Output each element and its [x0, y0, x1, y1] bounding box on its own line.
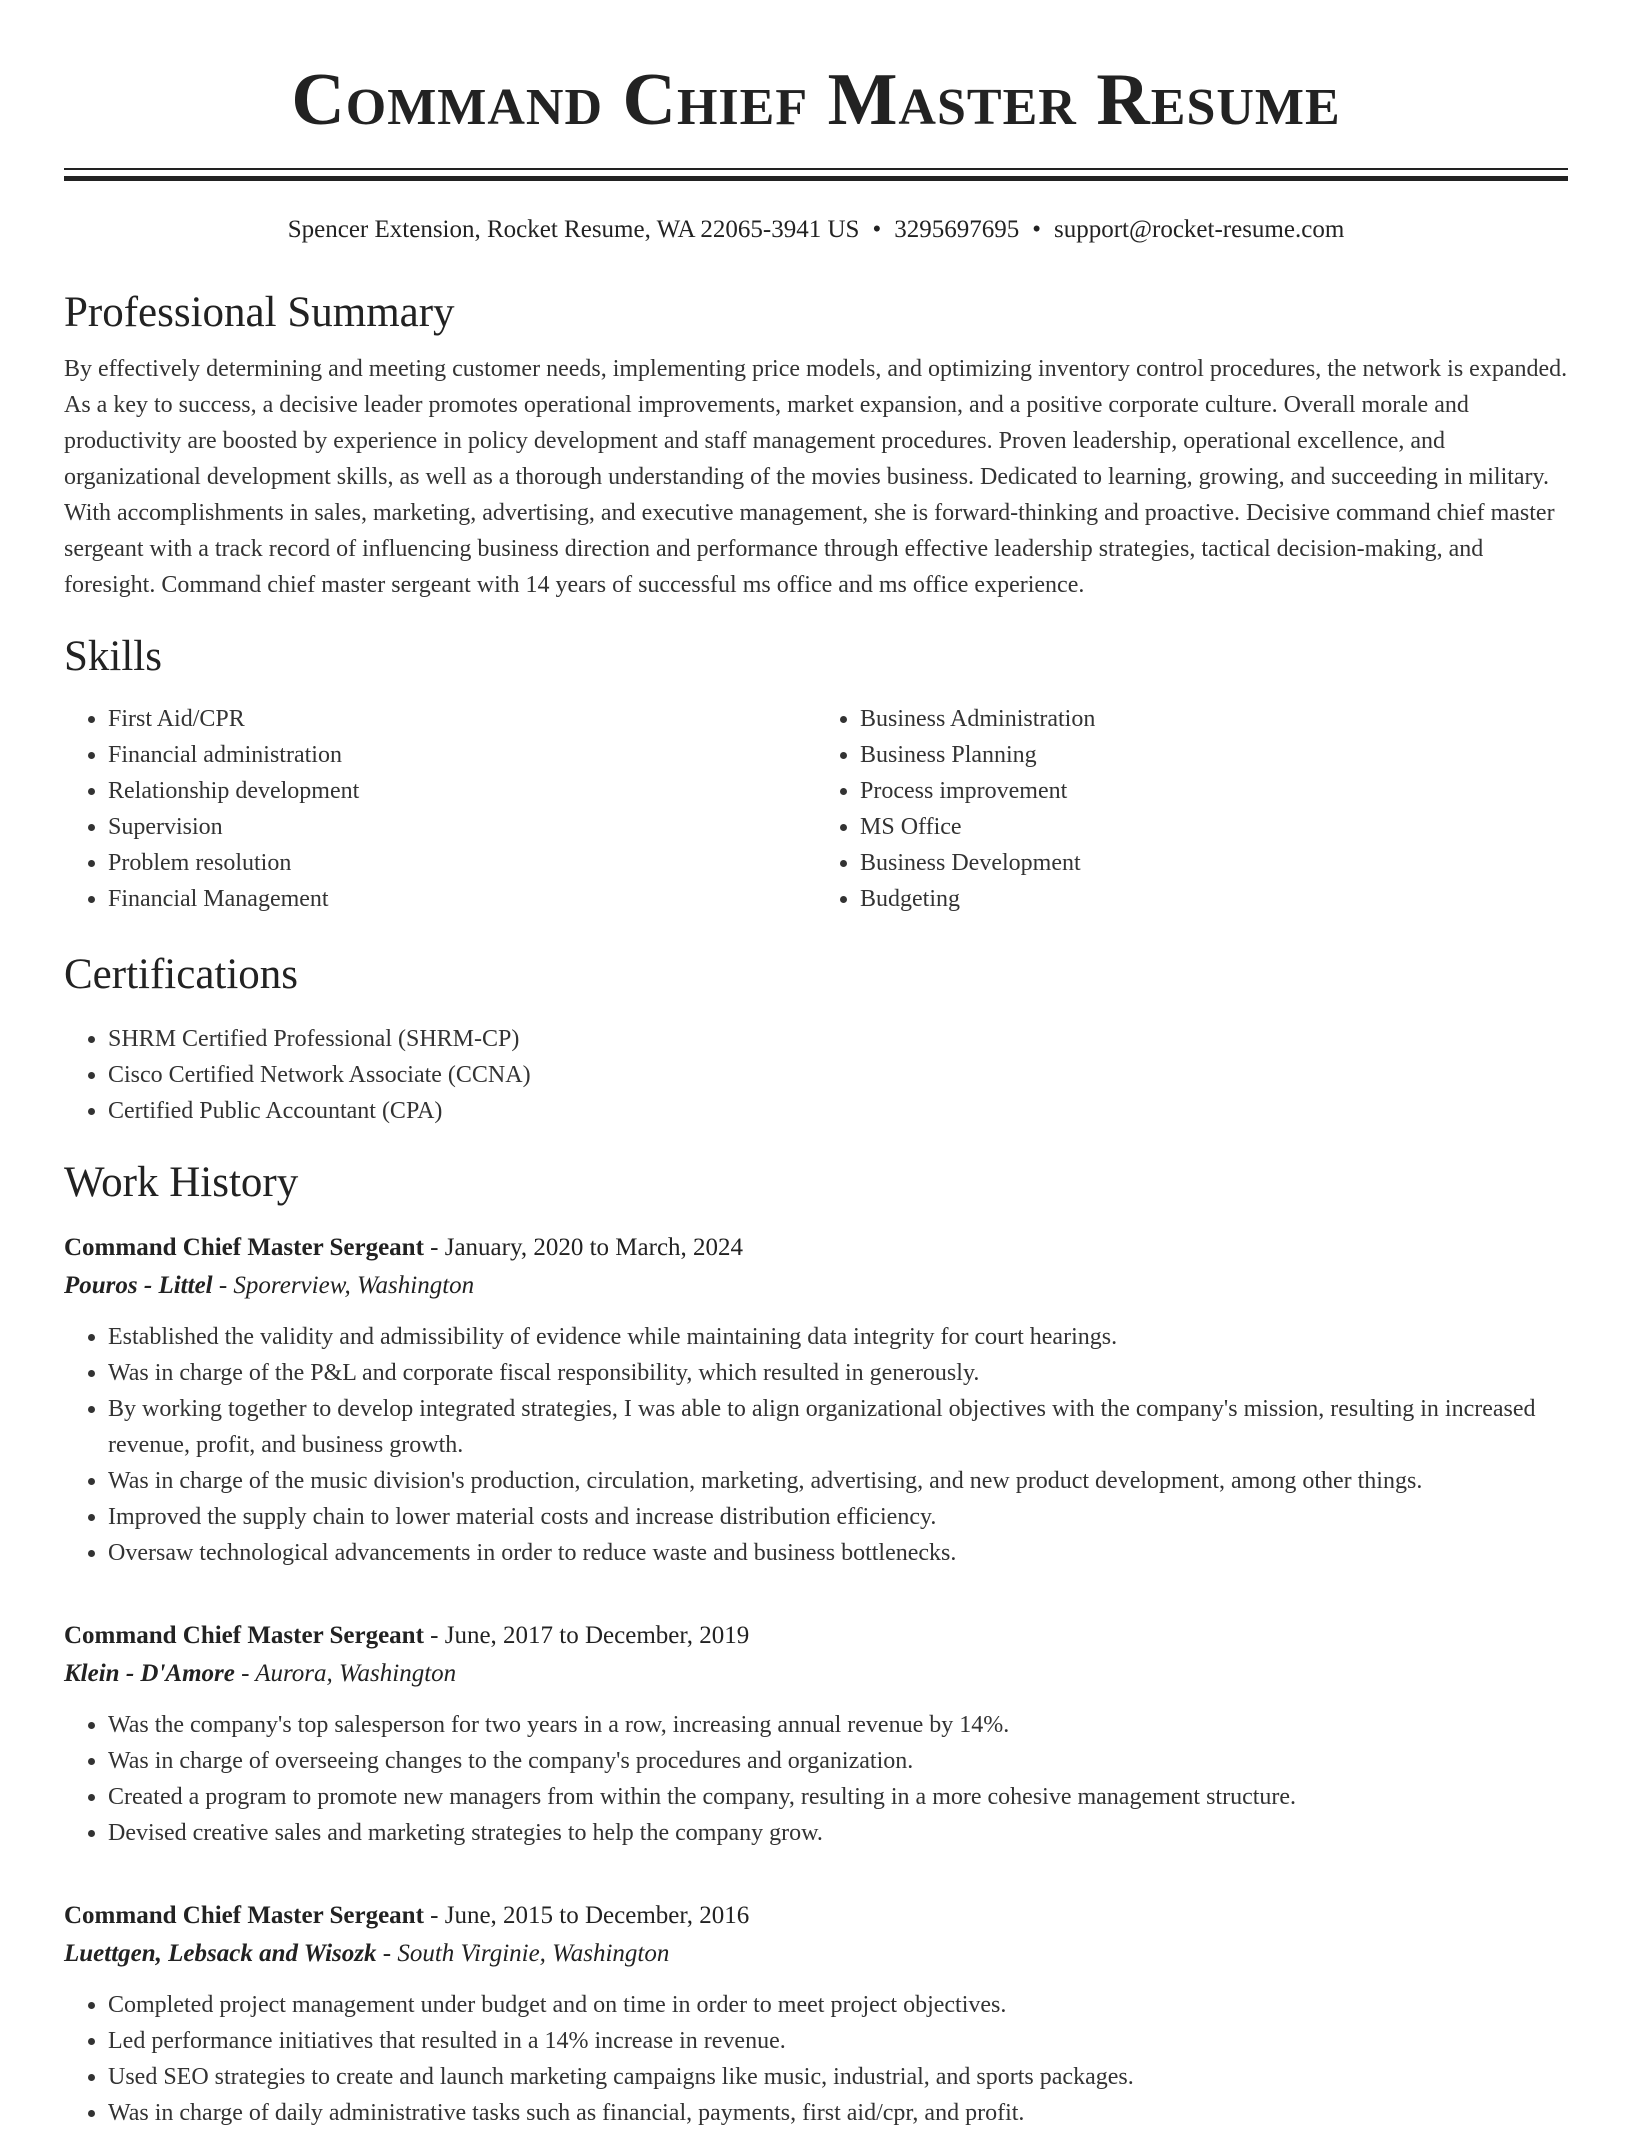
job-company: Klein - D'Amore [64, 1660, 235, 1687]
job-bullet: • Was in charge of daily administrative tasks such as financial, payments, first aid/cpr, and profit. [108, 2095, 1568, 2131]
job-bullet: • Led performance initiatives that resulted in a 14% increase in revenue. [108, 2023, 1568, 2059]
job-location: - South Virginie, Washington [382, 1940, 670, 1967]
summary-text: By effectively determining and meeting customer needs, implementing price models, and optimizing inventory control procedures, the network is expanded. As a key to success, a decisive leader promotes operational improvements, market expansion, and a positive corporate culture. Overall morale and productivity are boosted by experience in policy development and staff management procedures. Proven leadership, operational excellence, and organizational development skills, as well as a thorough understanding of the movies business. Dedicated to learning, growing, and succeeding in military. With accomplishments in sales, marketing, advertising, and executive management, she is forward-thinking and proactive. Decisive command chief master sergeant with a track record of influencing business direction and performance through effective leadership strategies, tactical decision-making, and foresight. Command chief master sergeant with 14 years of successful ms office and ms office experience. [64, 356, 1568, 598]
skill-item: • Financial Management [108, 881, 816, 917]
job-entry [64, 1897, 1568, 2131]
skill-item: • Business Administration [860, 701, 1568, 737]
job-bullet: • Was in charge of the music division's production, circulation, marketing, advertising, and new product development, among other things. [108, 1463, 1568, 1499]
contact-address: Spencer Extension, Rocket Resume, WA 22065-3941 US [287, 216, 860, 243]
job-title: Command Chief Master Sergeant [64, 1902, 424, 1929]
skill-item: • Problem resolution [108, 845, 816, 881]
skills-list-left [64, 701, 816, 917]
job-bullet: • Completed project management under budget and on time in order to meet project objectives. [108, 1987, 1568, 2023]
job-title: Command Chief Master Sergeant [64, 1622, 424, 1649]
job-bullet: • By working together to develop integrated strategies, I was able to align organizational objectives with the company's mission, resulting in increased revenue, profit, and business growth. [108, 1391, 1568, 1463]
skill-item: • Process improvement [860, 773, 1568, 809]
certifications-list [64, 1021, 1568, 1129]
job-dates: - June, 2015 to December, 2016 [430, 1902, 750, 1929]
skill-item: • Relationship development [108, 773, 816, 809]
contact-line [64, 213, 1568, 247]
certification-item: • Cisco Certified Network Associate (CCNA) [108, 1057, 1568, 1093]
job-bullet: • Was in charge of the P&L and corporate fiscal responsibility, which resulted in generously. [108, 1355, 1568, 1391]
job-bullet: • Improved the supply chain to lower material costs and increase distribution efficiency. [108, 1499, 1568, 1535]
skill-item: • MS Office [860, 809, 1568, 845]
certification-item: • Certified Public Accountant (CPA) [108, 1093, 1568, 1129]
job-entry [64, 1229, 1568, 1571]
job-bullets [64, 1707, 1568, 1851]
job-dates: - January, 2020 to March, 2024 [430, 1234, 744, 1261]
job-company: Luettgen, Lebsack and Wisozk [64, 1940, 377, 1967]
job-bullet: • Established the validity and admissibility of evidence while maintaining data integrity for court hearings. [108, 1319, 1568, 1355]
job-title-line [64, 1617, 1568, 1655]
job-bullet: • Was in charge of overseeing changes to the company's procedures and organization. [108, 1743, 1568, 1779]
job-bullet: • Oversaw technological advancements in order to reduce waste and business bottlenecks. [108, 1535, 1568, 1571]
contact-phone: 3295697695 [894, 216, 1020, 243]
contact-email: support@rocket-resume.com [1053, 216, 1345, 243]
job-dates: - June, 2017 to December, 2019 [430, 1622, 750, 1649]
job-bullets [64, 1987, 1568, 2131]
job-company: Pouros - Littel [64, 1272, 213, 1299]
skill-item: • Business Planning [860, 737, 1568, 773]
skill-item: • Supervision [108, 809, 816, 845]
contact-separator: • [872, 216, 882, 243]
job-bullets [64, 1319, 1568, 1571]
title-divider-thick [64, 176, 1568, 181]
job-entry [64, 1617, 1568, 1851]
job-bullet: • Used SEO strategies to create and launch marketing campaigns like music, industrial, and sports packages. [108, 2059, 1568, 2095]
work-history-heading: Work History [64, 1159, 299, 1206]
resume-title: Command Chief Master Resume [291, 59, 1341, 141]
job-title: Command Chief Master Sergeant [64, 1234, 424, 1261]
job-bullet: • Was the company's top salesperson for two years in a row, increasing annual revenue by 14%. [108, 1707, 1568, 1743]
job-location: - Aurora, Washington [241, 1660, 457, 1687]
job-company-line [64, 1267, 1568, 1305]
skill-item: • Business Development [860, 845, 1568, 881]
job-company-line [64, 1935, 1568, 1973]
skills-columns [64, 701, 1568, 917]
certification-item: • SHRM Certified Professional (SHRM-CP) [108, 1021, 1568, 1057]
job-title-line [64, 1229, 1568, 1267]
skill-item: • Budgeting [860, 881, 1568, 917]
summary-heading: Professional Summary [64, 289, 455, 336]
title-divider-thin [64, 168, 1568, 170]
skill-item: • First Aid/CPR [108, 701, 816, 737]
contact-separator: • [1032, 216, 1041, 243]
skill-item: • Financial administration [108, 737, 816, 773]
skills-heading: Skills [64, 633, 162, 680]
job-company-line [64, 1655, 1568, 1693]
job-bullet: • Devised creative sales and marketing strategies to help the company grow. [108, 1815, 1568, 1851]
job-bullet: • Created a program to promote new managers from within the company, resulting in a more cohesive management structure. [108, 1779, 1568, 1815]
certifications-heading: Certifications [64, 951, 299, 998]
job-title-line [64, 1897, 1568, 1935]
skills-list-right [816, 701, 1568, 917]
job-location: - Sporerview, Washington [218, 1272, 475, 1299]
resume-page [64, 0, 1568, 2131]
